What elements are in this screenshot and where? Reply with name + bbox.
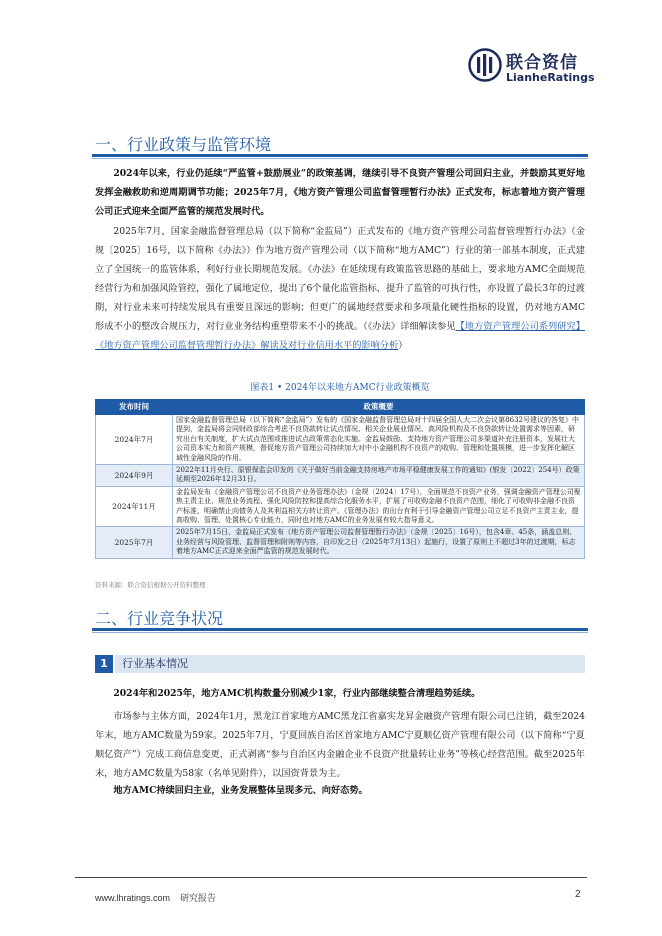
footer-left	[95, 891, 226, 904]
section-1-title: 一、行业政策与监管环境	[95, 135, 272, 154]
policy-table	[95, 399, 585, 559]
section-2-title: 二、行业竞争状况	[95, 609, 224, 628]
footer-rule	[75, 877, 587, 878]
company-logo	[468, 48, 618, 94]
lianhe-logo-icon	[468, 48, 502, 82]
row-date: 2024年7月	[96, 415, 173, 465]
row-text: 国家金融监督管理总局（以下简称“金监局”）发布的《国家金融监督管理总局对十四届全国人大二次会议第8632号建议的答复》中提到，金监局将会同财政部综合考虑不良贷款转让试点情况、相关企业展业情况、高风险机构及不良贷款转让处置需求等因素，研究出台有关制度，扩大试点范围或推进试点政策常态化实施。金监局鼓励、支持地方资产管理公司多渠道补充注册资本，发展壮大公司资本实力和资产规模，督促地方资产管理公司持续加大对中小金融机构不良资产的收购、管理和处置规模，进一步发挥化解区域性金融风险的作用。	[173, 415, 585, 465]
row-text: 2025年7月15日，金监局正式发布《地方资产管理公司监督管理暂行办法》（金规〔2025〕16号），包含4章、45条，涵盖总则、业务经营与风险管理、监督管理和附则等内容，自印发之日（2025年7月13日）起施行，设置了原则上不超过3年的过渡期，标志着地方AMC正式迎来全面严监管的规范发展时代。	[173, 527, 585, 558]
page-number: 2	[575, 889, 581, 900]
footer-url[interactable]: www.lhratings.com	[95, 893, 171, 903]
section-2-body: 市场参与主体方面，2024年1月，黑龙江首家地方AMC黑龙江省嘉实龙昇金融资产管理有限公司已注销，截至2024年末，地方AMC数量为59家。2025年7月，宁夏回族自治区首家地方AMC宁夏顺亿资产管理有限公司（以下简称“宁夏顺亿资产”）完成工商信息变更，正式剥离“参与自治区内金融企业不良资产批量转让业务”等核心经营范围。截至2025年末，地方AMC数量为58家（名单见附件），以国资背景为主。	[95, 711, 585, 779]
row-date: 2024年11月	[96, 486, 173, 527]
subsection-number: 1	[95, 655, 113, 673]
logo-name-cn: 联合资信	[506, 53, 578, 73]
section-1-body-tail: ）	[398, 340, 408, 351]
row-date: 2025年7月	[96, 527, 173, 558]
row-text: 2022年11月央行、原银保监会印发的《关于做好当前金融支持房地产市场平稳健康发展工作的通知》(银发〔2022〕254号）政策延期至2026年12月31日。	[173, 465, 585, 487]
table-header-row	[96, 400, 585, 415]
header-date: 发布时间	[96, 400, 173, 415]
section-2-lead: 2024年和2025年，地方AMC机构数量分别减少1家，行业内部继续整合清理趋势延续。	[113, 688, 481, 699]
section-1-lead: 2024年以来，行业仍延续“严监管+鼓励展业”的政策基调，继续引导不良资产管理公司回归主业，并鼓励其更好地发挥金融救助和逆周期调节功能；2025年7月，《地方资产管理公司监督管理暂行办法》正式发布，标志着地方资产管理公司正式迎来全面严监管的规范发展时代。	[95, 168, 585, 217]
table-row	[96, 486, 585, 527]
header-summary: 政策概要	[173, 400, 585, 415]
section-1-body	[95, 222, 585, 355]
section-2-lead-2: 地方AMC持续回归主业，业务发展整体呈现多元、向好态势。	[113, 785, 368, 796]
table-1-caption: 图表1 • 2024年以来地方AMC行业政策概览	[250, 383, 430, 393]
logo-name-en: LianheRatings	[506, 71, 595, 84]
section-1-rule	[92, 154, 588, 157]
row-date: 2024年9月	[96, 465, 173, 487]
table-source: 资料来源：联合资信根据公开资料整理	[95, 581, 206, 589]
section-1-rule-thin	[92, 158, 588, 159]
row-text: 金监局发布《金融资产管理公司不良资产业务管理办法》（金规〔2024〕17号），全面规范不良资产业务，强调金融资产管理公司聚焦主责主业、规范业务流程、强化风险防控和提高综合化服务水平，扩展了可收购金融不良资产范围，细化了可收购非金融不良资产标准，明确禁止向债务人及其利益相关方转让资产。《管理办法》的出台有利于引导金融资产管理公司立足不良资产主责主业，提高收购、管理、处置核心专业能力，同时也对地方AMC的业务发展有较大指导意义。	[173, 486, 585, 527]
footer-label: 研究报告	[180, 893, 217, 903]
section-1-body-text: 2025年7月，国家金融监督管理总局（以下简称“金监局”）正式发布的《地方资产管理公司监督管理暂行办法》（金规〔2025〕16号，以下简称《办法》）作为地方资产管理公司（以下简称“地方AMC”）行业的第一部基本制度，正式建立了全国统一的监管体系，利好行业长期规范发展。《办法》在延续现有政策监管思路的基础上，要求地方AMC全面规范经营行为和加强风险管控，强化了属地定位，提出了6个量化监管指标，提升了监管的可执行性，亦设置了最长3年的过渡期，对行业未来可持续发展具有重要且深远的影响；但更广的属地经营要求和多项量化硬性指标的设置，仍对地方AMC形成不小的整改合规压力，对行业业务结构重塑带来不小的挑战。（《办法》详细解读参见	[95, 226, 585, 332]
subsection-title: 行业基本情况	[122, 657, 188, 670]
table-row	[96, 465, 585, 487]
table-row	[96, 527, 585, 558]
research-link[interactable]: 【地方资产管理公司系列研究】《地方资产管理公司监督管理暂行办法》解读及对行业信用水平的影响分析	[95, 321, 585, 351]
table-row	[96, 415, 585, 465]
section-2-rule-thin	[92, 632, 588, 633]
section-2-rule	[92, 628, 588, 631]
